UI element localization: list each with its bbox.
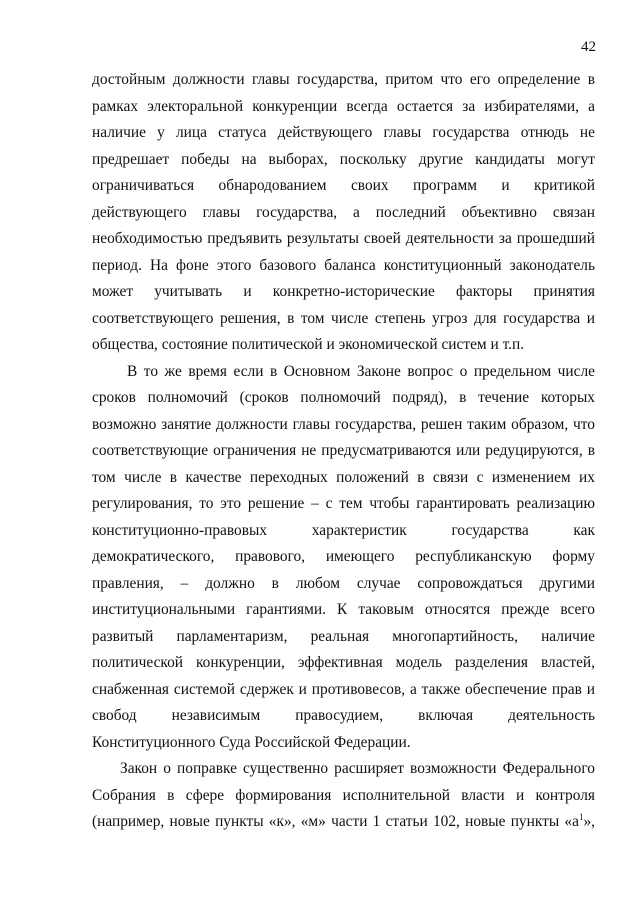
text-line: развитый парламентаризм, реальная многопартийность, наличие	[92, 627, 595, 645]
text-line: действующего главы государства, а последний объективно связан	[92, 203, 595, 221]
text-line: свобод независимым правосудием, включая деятельность	[92, 707, 595, 724]
text-line: возможно занятие должности главы государства, решен таким образом, что	[92, 415, 595, 433]
superscript: 1	[578, 812, 584, 822]
text-line: достойным должности главы государства, притом что его определение в	[92, 71, 595, 88]
text-line: В то же время если в Основном Законе вопрос о предельном числе	[127, 362, 595, 380]
text-line: необходимостью предъявить результаты своей деятельности за прошедший	[92, 230, 595, 247]
text-line: Конституционного Суда Российской Федерации.	[92, 733, 411, 751]
text-line: снабженная системой сдержек и противовесов, а также обеспечение прав и	[92, 680, 595, 698]
text-line: может учитывать и конкретно-исторические факторы принятия	[92, 283, 595, 300]
paragraph-1	[92, 67, 595, 359]
document-body	[92, 67, 595, 836]
text-line: том числе в качестве переходных положений в связи с изменением их	[92, 468, 595, 486]
text-line: Закон о поправке существенно расширяет возможности Федерального	[120, 760, 595, 777]
text-line: предрешает победы на выборах, поскольку другие кандидаты могут	[92, 150, 595, 168]
page-number: 42	[581, 39, 596, 55]
text-line: регулирования, то это решение – с тем чтобы гарантировать реализацию	[92, 495, 595, 512]
text-line-with-superscript	[92, 809, 595, 836]
text-line: правления, – должно в любом случае сопровождаться другими	[92, 574, 595, 592]
text-line: соответствующего решения, в том числе степень угроз для государства и	[92, 309, 595, 327]
text-line: сроков полномочий (сроков полномочий подряд), в течение которых	[92, 389, 595, 406]
text-line: конституционно-правовых характеристик государства как	[92, 521, 595, 539]
text-line: соответствующие ограничения не предусматриваются или редуцируются, в	[92, 442, 595, 459]
text-line: политической конкуренции, эффективная модель разделения властей,	[92, 654, 595, 671]
text-line: наличие у лица статуса действующего главы государства отнюдь не	[92, 124, 595, 141]
text-line: ограничиваться обнародованием своих программ и критикой	[92, 177, 595, 194]
text-segment: (например, новые пункты «к», «м» части 1 статьи 102, новые пункты «а	[92, 813, 579, 830]
text-segment: »,	[583, 813, 595, 830]
text-line: демократического, правового, имеющего республиканскую форму	[92, 548, 595, 565]
text-line: общества, состояние политической и экономической систем и т.п.	[92, 336, 525, 353]
text-line: институциональными гарантиями. К таковым относятся прежде всего	[92, 601, 595, 618]
text-line: период. На фоне этого базового баланса конституционный законодатель	[92, 256, 595, 274]
paragraph-3	[92, 756, 595, 836]
text-line: Собрания в сфере формирования исполнительной власти и контроля	[92, 786, 595, 804]
paragraph-2	[92, 359, 595, 757]
text-line: рамках электоральной конкуренции всегда остается за избирателями, а	[92, 97, 595, 115]
